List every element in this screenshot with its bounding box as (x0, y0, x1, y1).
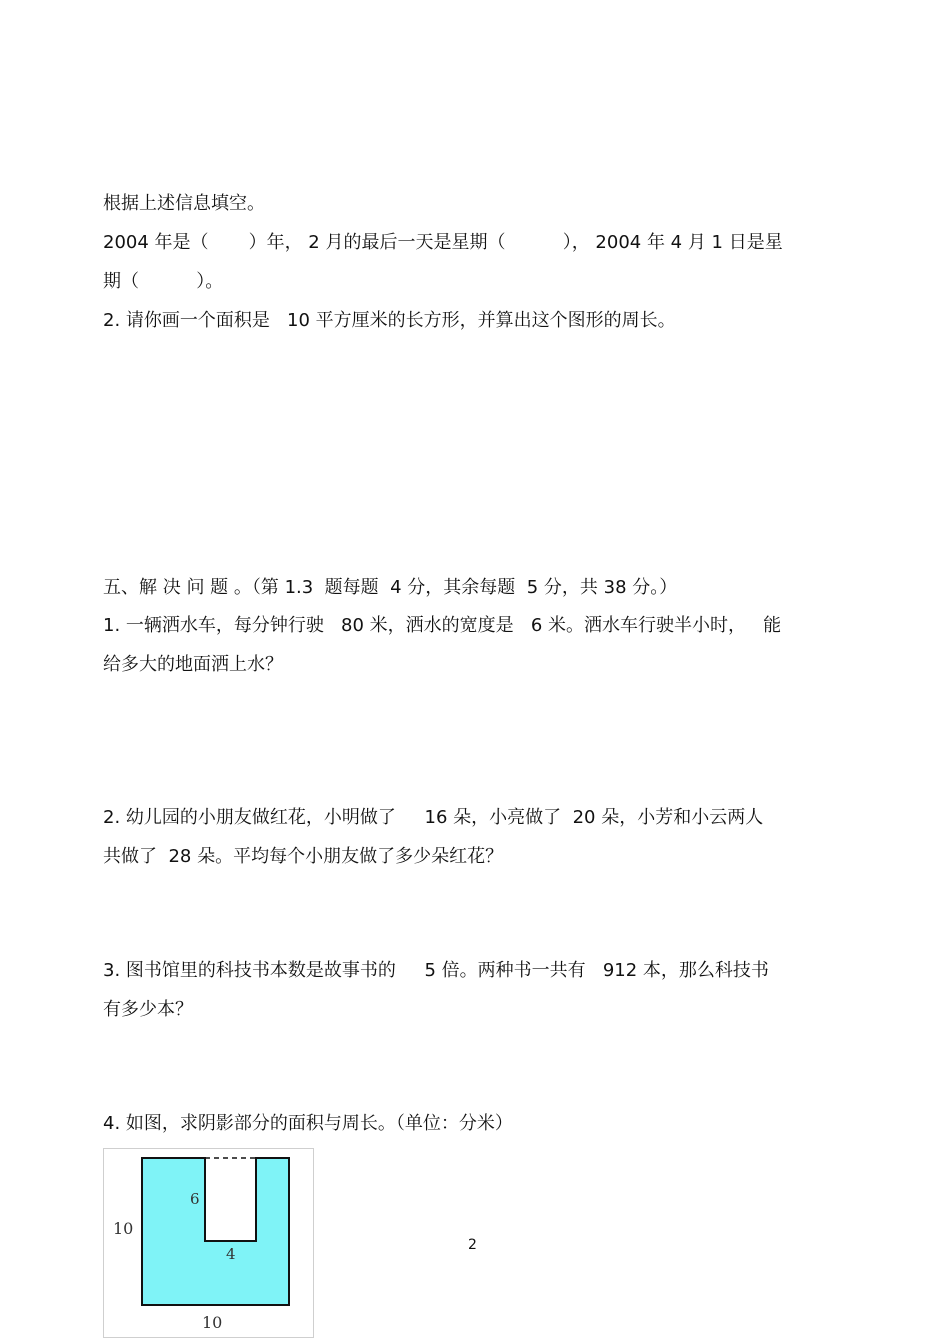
text-line: 根据上述信息填空。 (103, 193, 265, 214)
text-line: 期（ ）。 (103, 271, 224, 292)
shaded-area-figure (103, 1148, 315, 1338)
label-notch-width: 4 (226, 1245, 236, 1263)
text-line: 2. 请你画一个面积是 10 平方厘米的长方形，并算出这个图形的周长。 (103, 310, 676, 331)
question-4: 4. 如图，求阴影部分的面积与周长。（单位：分米） (103, 1113, 513, 1134)
question-1-cont: 给多大的地面洒上水？ (103, 654, 283, 675)
question-3-cont: 有多少本？ (103, 999, 193, 1020)
question-1: 1. 一辆洒水车，每分钟行驶 80 米，洒水的宽度是 6 米。洒水车行驶半小时， 能 (103, 615, 782, 636)
label-notch-height: 6 (190, 1190, 200, 1208)
question-3: 3. 图书馆里的科技书本数是故事书的 5 倍。两种书一共有 912 本，那么科技书 (103, 960, 769, 981)
label-bottom: 10 (202, 1313, 223, 1332)
question-2-cont: 共做了 28 朵。平均每个小朋友做了多少朵红花？ (103, 846, 504, 867)
text-line: 2004 年是（ ）年， 2 月的最后一天是星期（ ）， 2004 年 4 月 1 日是星 (103, 232, 783, 253)
label-left: 10 (113, 1219, 134, 1238)
page-number: 2 (468, 1237, 477, 1253)
question-2: 2. 幼儿园的小朋友做红花，小明做了 16 朵，小亮做了 20 朵，小芳和小云两人 (103, 807, 764, 828)
section-heading: 五、解 决 问 题 。（第 1.3 题每题 4 分，其余每题 5 分，共 38 分。） (103, 577, 678, 598)
